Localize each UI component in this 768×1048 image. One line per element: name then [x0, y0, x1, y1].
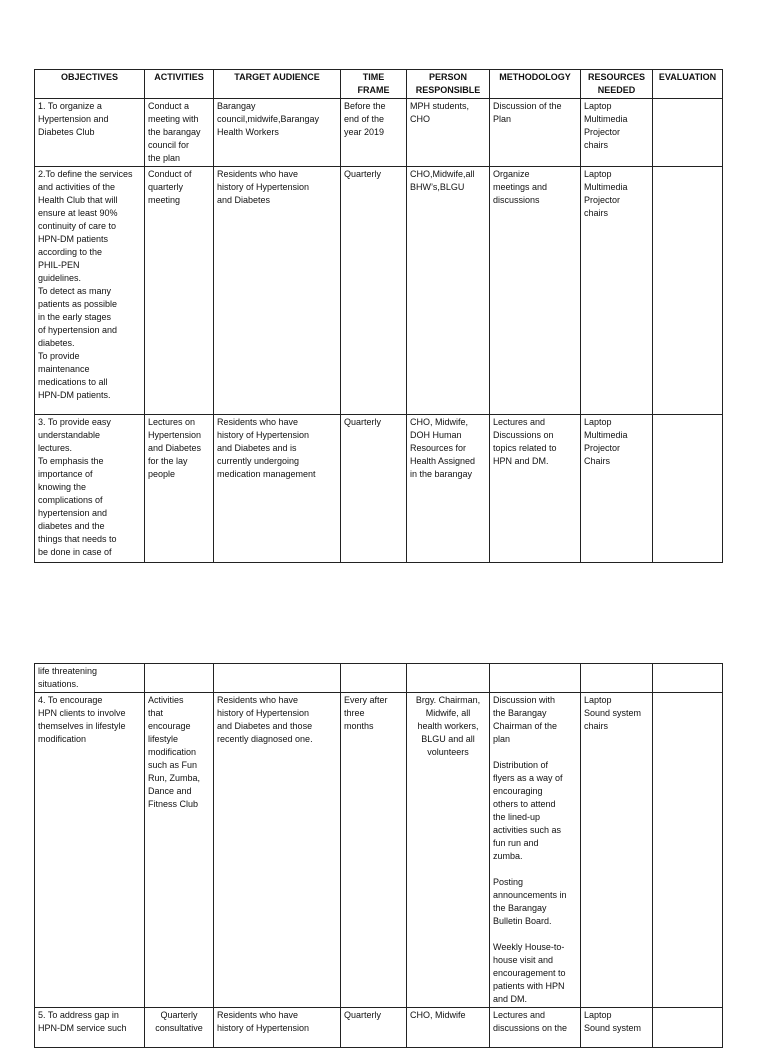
cell-objectives: 5. To address gap in HPN-DM service such — [35, 1008, 145, 1048]
action-plan-table-bottom — [34, 663, 723, 1048]
header-methodology: METHODOLOGY — [490, 70, 581, 99]
cell-time-frame: Quarterly — [341, 1008, 407, 1048]
cell-objectives: 3. To provide easy understandable lectures. To emphasis the importance of knowing the complications of hypertension and diabetes and the things that needs to be done in case of — [35, 415, 145, 563]
cell-evaluation — [653, 664, 723, 693]
cell-target-audience: Residents who have history of Hypertension — [214, 1008, 341, 1048]
cell-methodology — [490, 664, 581, 693]
cell-evaluation — [653, 693, 723, 1008]
cell-time-frame: Every after three months — [341, 693, 407, 1008]
header-target-audience: TARGET AUDIENCE — [214, 70, 341, 99]
header-objectives: OBJECTIVES — [35, 70, 145, 99]
cell-time-frame: Quarterly — [341, 415, 407, 563]
cell-activities: Conduct of quarterly meeting — [145, 167, 214, 415]
cell-methodology: Organize meetings and discussions — [490, 167, 581, 415]
cell-objectives: 4. To encourage HPN clients to involve themselves in lifestyle modification — [35, 693, 145, 1008]
cell-resources-needed: Laptop Multimedia Projector chairs — [581, 99, 653, 167]
header-person-responsible: PERSON RESPONSIBLE — [407, 70, 490, 99]
cell-objectives: 2.To define the services and activities of the Health Club that will ensure at least 90% continuity of care to HPN-DM patients according to the PHIL-PEN guidelines. To detect as many patients as possible in the early stages of hypertension and diabetes. To provide maintenance medications to all HPN-DM patients. — [35, 167, 145, 415]
cell-evaluation — [653, 1008, 723, 1048]
cell-person-responsible: MPH students, CHO — [407, 99, 490, 167]
cell-objectives: life threatening situations. — [35, 664, 145, 693]
cell-person-responsible: CHO, Midwife, DOH Human Resources for Health Assigned in the barangay — [407, 415, 490, 563]
cell-activities — [145, 664, 214, 693]
cell-objectives: 1. To organize a Hypertension and Diabetes Club — [35, 99, 145, 167]
cell-target-audience: Residents who have history of Hypertension and Diabetes — [214, 167, 341, 415]
cell-person-responsible: Brgy. Chairman, Midwife, all health workers, BLGU and all volunteers — [407, 693, 490, 1008]
cell-resources-needed: Laptop Sound system chairs — [581, 693, 653, 1008]
cell-time-frame — [341, 664, 407, 693]
header-activities: ACTIVITIES — [145, 70, 214, 99]
cell-resources-needed: Laptop Multimedia Projector chairs — [581, 167, 653, 415]
cell-person-responsible — [407, 664, 490, 693]
table-row — [35, 664, 723, 693]
cell-activities: Quarterly consultative — [145, 1008, 214, 1048]
header-evaluation: EVALUATION — [653, 70, 723, 99]
cell-activities: Activities that encourage lifestyle modification such as Fun Run, Zumba, Dance and Fitness Club — [145, 693, 214, 1008]
cell-target-audience: Residents who have history of Hypertension and Diabetes and is currently undergoing medication management — [214, 415, 341, 563]
table-row — [35, 693, 723, 1008]
cell-resources-needed: Laptop Multimedia Projector Chairs — [581, 415, 653, 563]
header-time-frame: TIME FRAME — [341, 70, 407, 99]
header-resources-needed: RESOURCES NEEDED — [581, 70, 653, 99]
cell-target-audience: Residents who have history of Hypertension and Diabetes and those recently diagnosed one. — [214, 693, 341, 1008]
cell-activities: Conduct a meeting with the barangay council for the plan — [145, 99, 214, 167]
cell-methodology: Lectures and Discussions on topics related to HPN and DM. — [490, 415, 581, 563]
table-row — [35, 1008, 723, 1048]
cell-person-responsible: CHO,Midwife,all BHW’s,BLGU — [407, 167, 490, 415]
cell-person-responsible: CHO, Midwife — [407, 1008, 490, 1048]
cell-activities: Lectures on Hypertension and Diabetes for the lay people — [145, 415, 214, 563]
cell-methodology: Discussion with the Barangay Chairman of the plan Distribution of flyers as a way of encouraging others to attend the lined-up activities such as fun run and zumba. Posting announcements in the Barangay Bulletin Board. Weekly House-to- house visit and encouragement to patients with HPN and DM. — [490, 693, 581, 1008]
cell-target-audience — [214, 664, 341, 693]
cell-methodology: Discussion of the Plan — [490, 99, 581, 167]
cell-target-audience: Barangay council,midwife,Barangay Health Workers — [214, 99, 341, 167]
cell-time-frame: Quarterly — [341, 167, 407, 415]
cell-resources-needed: Laptop Sound system — [581, 1008, 653, 1048]
cell-resources-needed — [581, 664, 653, 693]
cell-time-frame: Before the end of the year 2019 — [341, 99, 407, 167]
cell-methodology: Lectures and discussions on the — [490, 1008, 581, 1048]
